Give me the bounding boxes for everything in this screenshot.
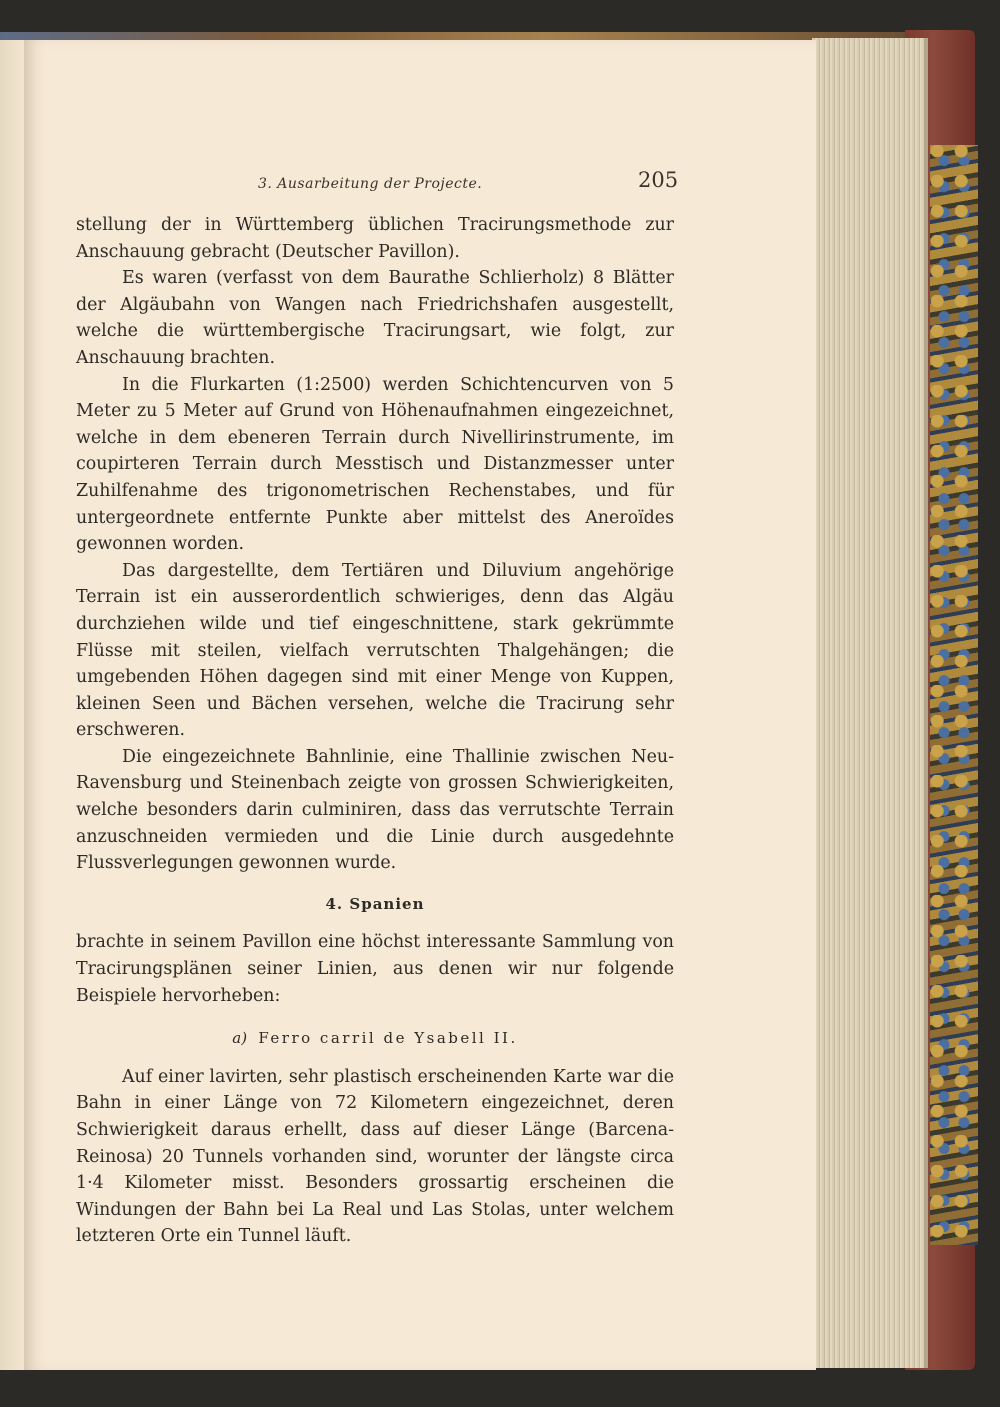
book-page xyxy=(24,40,816,1370)
section-title: 4. Spanien xyxy=(325,894,425,913)
paragraph-7: Auf einer lavirten, sehr plastisch erscheinenden Karte war die Bahn in einer Länge von 72 Kilometern eingezeichnet, deren Schwierigkeit daraus erhellt, dass auf dieser Länge (Barcena-Reinosa) 20 Tunnels vorhanden sind, worunter der längste circa 1·4 Kilometer misst. Besonders grossartig erscheinen die Windungen der Bahn bei La Real und Las Stolas, unter welchem letzteren Orte ein Tunnel läuft. xyxy=(76,1066,674,1247)
page-body xyxy=(76,212,674,1250)
page-header xyxy=(24,168,816,208)
subsection-label: a) xyxy=(232,1029,248,1048)
paragraph-2: Es waren (verfasst von dem Baurathe Schlierholz) 8 Blätter der Algäubahn von Wangen nach Friedrichshafen ausgestellt, welche die württembergische Tracirungsart, wie folgt, zur Anschauung brachten. xyxy=(76,268,674,368)
subsection-title xyxy=(76,1025,674,1052)
paragraph-3: In die Flurkarten (1:2500) werden Schichtencurven von 5 Meter zu 5 Meter auf Grund von Höhenaufnahmen eingezeichnet, welche in dem ebeneren Terrain durch Nivellirinstrumente, im coupirteren Terrain durch Messtisch und Distanzmesser unter Zuhilfenahme des trigonometrischen Rechenstabes, und für untergeordnete entfernte Punkte aber mittelst des Aneroïdes gewonnen worden. xyxy=(76,374,674,555)
marbled-endpaper xyxy=(930,145,978,1245)
paragraph-6: brachte in seinem Pavillon eine höchst interessante Sammlung von Tracirungsplänen seiner Linien, aus denen wir nur folgende Beispiele hervorheben: xyxy=(76,932,674,1006)
paragraph-4: Das dargestellte, dem Tertiären und Diluvium angehörige Terrain ist ein ausserordentlich schwieriges, denn das Algäu durchziehen wilde und tief eingeschnittene, stark gekrümmte Flüsse mit steilen, vielfach verrutschten Thalgehängen; die umgebenden Höhen dagegen sind mit einer Menge von Kuppen, kleinen Seen und Bächen versehen, welche die Tracirung sehr erschweren. xyxy=(76,560,674,741)
page-number: 205 xyxy=(638,168,679,192)
paragraph-5: Die eingezeichnete Bahnlinie, eine Thallinie zwischen Neu-Ravensburg und Steinenbach zeigte von grossen Schwierigkeiten, welche besonders darin culminiren, dass das verrutschte Terrain anzuschneiden vermieden und die Linie durch ausgedehnte Flussverlegungen gewonnen wurde. xyxy=(76,746,674,874)
running-head: 3. Ausarbeitung der Projecte. xyxy=(258,176,483,192)
left-page-edge xyxy=(0,40,24,1370)
paragraph-1: stellung der in Württemberg üblichen Tracirungsmethode zur Anschauung gebracht (Deutscher Pavillon). xyxy=(76,215,674,262)
page-stack-edge xyxy=(812,38,928,1368)
subsection-name: Ferro carril de Ysabell II. xyxy=(258,1029,518,1048)
